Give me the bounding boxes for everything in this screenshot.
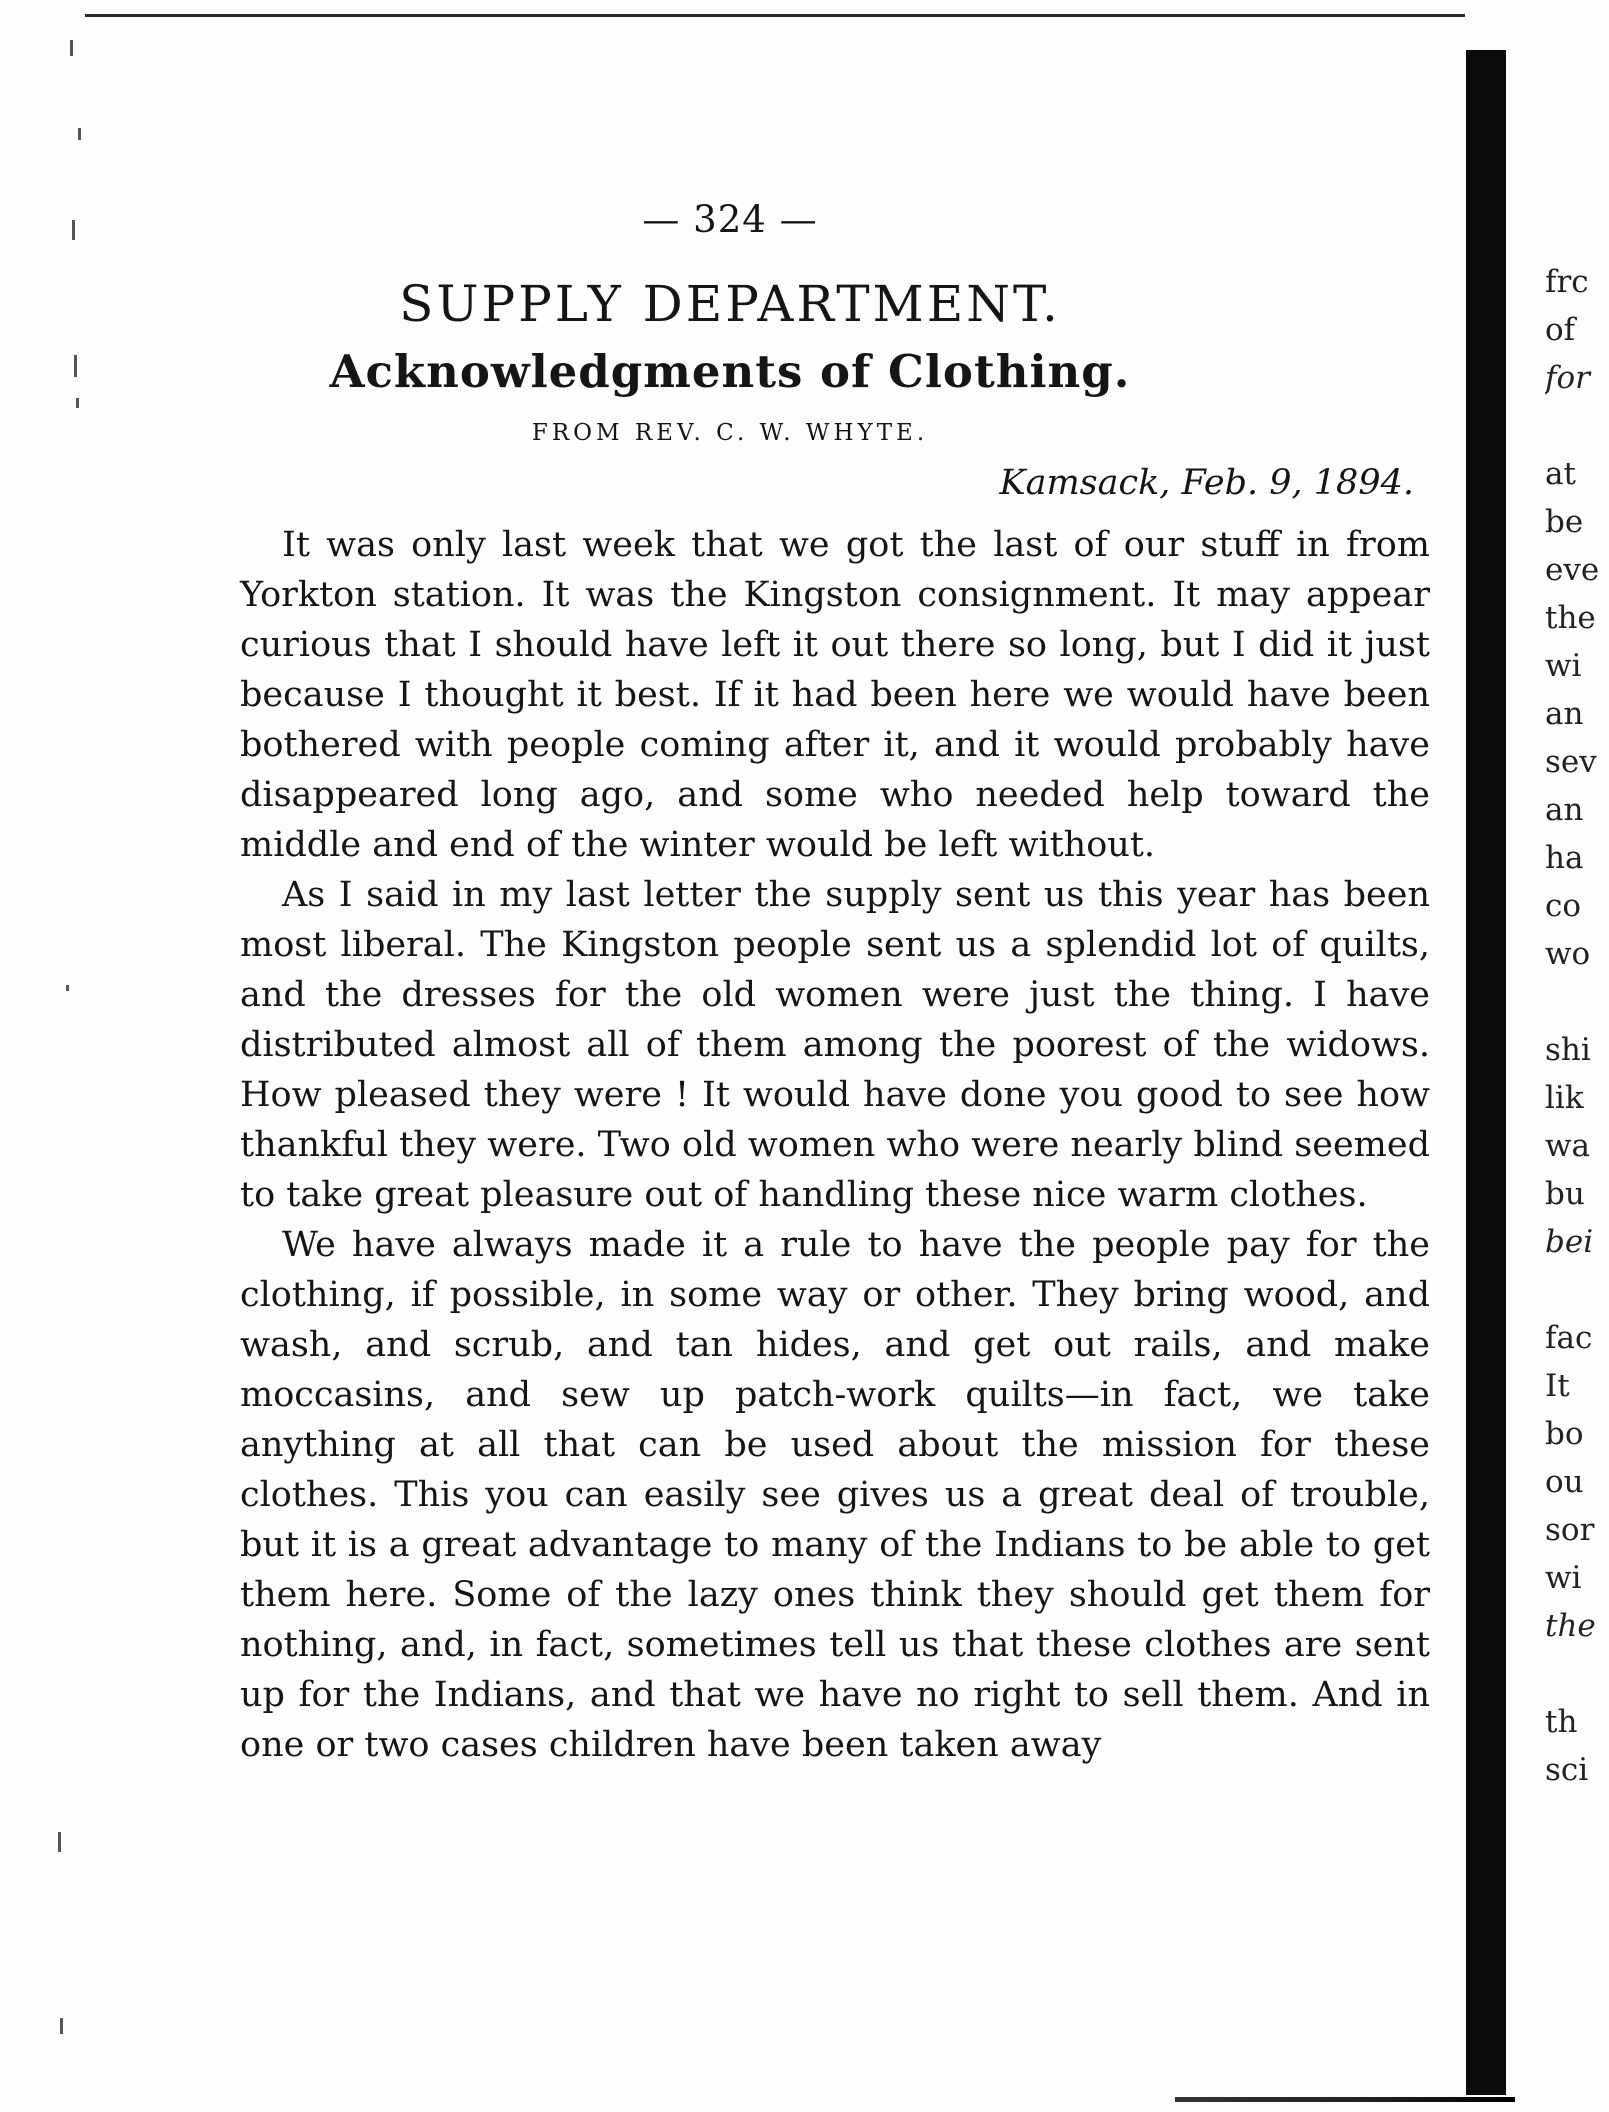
adjacent-page-fragment: at: [1545, 456, 1576, 492]
adjacent-page-fragment: [1545, 1650, 1609, 1698]
adjacent-page-fragment: the: [1545, 1608, 1596, 1644]
adjacent-page-fragment: the: [1545, 600, 1596, 636]
adjacent-page-fragment: wi: [1545, 648, 1582, 684]
adjacent-page-fragment: wo: [1545, 936, 1591, 972]
adjacent-page-fragment: fac: [1545, 1320, 1593, 1356]
body-paragraph: As I said in my last letter the supply sent us this year has been most liberal. The Kingston people sent us a splendid lot of quilts, and the dresses for the old women were just the thing. I have distributed almost all of them among the poorest of the widows. How pleased they were ! It would have done you good to see how thankful they were. Two old women who were nearly blind seemed to take great pleasure out of handling these nice warm clothes.: [240, 875, 1430, 1215]
bottom-rule: [1175, 2097, 1515, 2102]
adjacent-page-fragment: sev: [1545, 744, 1597, 780]
margin-speck: [58, 1832, 61, 1852]
adjacent-page-fragment: bo: [1545, 1416, 1584, 1452]
adjacent-page-fragment: [1545, 1266, 1609, 1314]
margin-speck: [78, 128, 81, 140]
adjacent-page-fragment: bei: [1545, 1224, 1594, 1260]
body-paragraph: It was only last week that we got the last of our stuff in from Yorkton station. It was the Kingston consignment. It may appear curious that I should have left it out there so long, but I did it just because I thought it best. If it had been here we would have been bothered with people coming after it, and it would probably have disappeared long ago, and some who needed help toward the middle and end of the winter would be left without.: [240, 525, 1430, 865]
page-number: — 324 —: [642, 198, 818, 241]
adjacent-page-fragment: an: [1545, 792, 1584, 828]
margin-speck: [60, 2018, 63, 2034]
adjacent-page-fragment: th: [1545, 1704, 1578, 1740]
page-gutter-shadow: [1466, 50, 1506, 2095]
page-title: SUPPLY DEPARTMENT.: [399, 275, 1061, 333]
adjacent-page-fragment: sor: [1545, 1512, 1595, 1548]
adjacent-page-fragment: be: [1545, 504, 1584, 540]
body-paragraph: We have always made it a rule to have the people pay for the clothing, if possible, in some way or other. They bring wood, and wash, and scrub, and tan hides, and get out rails, and make moccasins, and sew up patch-work quilts—in fact, we take anything at all that can be used about the mission for these clothes. This you can easily see gives us a great deal of trouble, but it is a great advantage to many of the Indians to be able to get them here. Some of the lazy ones think they should get them for nothing, and, in fact, sometimes tell us that these clothes are sent up for the Indians, and that we have no right to sell them. And in one or two cases children have been taken away: [240, 1225, 1430, 1765]
adjacent-page-fragment: lik: [1545, 1080, 1584, 1116]
adjacent-page-fragment: bu: [1545, 1176, 1585, 1212]
adjacent-page-fragment: eve: [1545, 552, 1600, 588]
adjacent-page-fragment: frc: [1545, 264, 1589, 300]
adjacent-page-fragment: of: [1545, 312, 1576, 348]
margin-speck: [76, 398, 79, 408]
adjacent-page-fragment: an: [1545, 696, 1584, 732]
adjacent-page-fragment: [1545, 402, 1609, 450]
top-rule: [85, 14, 1465, 17]
dateline: Kamsack, Feb. 9, 1894.: [999, 463, 1414, 503]
adjacent-page-fragment: ha: [1545, 840, 1584, 876]
letter-body: [240, 520, 1430, 1770]
adjacent-page-fragment: wa: [1545, 1128, 1591, 1164]
adjacent-page-fragment: It: [1545, 1368, 1570, 1404]
adjacent-page-fragment: [1545, 978, 1609, 1026]
adjacent-page-fragment: wi: [1545, 1560, 1582, 1596]
adjacent-page-fragments: [1545, 258, 1609, 1794]
author-line: FROM REV. C. W. WHYTE.: [531, 420, 929, 446]
section-subtitle: Acknowledgments of Clothing.: [329, 345, 1131, 398]
adjacent-page-fragment: ou: [1545, 1464, 1584, 1500]
adjacent-page-fragment: shi: [1545, 1032, 1591, 1068]
margin-speck: [70, 40, 73, 56]
adjacent-page-fragment: for: [1545, 360, 1590, 396]
margin-speck: [66, 985, 69, 991]
adjacent-page-fragment: sci: [1545, 1752, 1589, 1788]
adjacent-page-fragment: co: [1545, 888, 1582, 924]
